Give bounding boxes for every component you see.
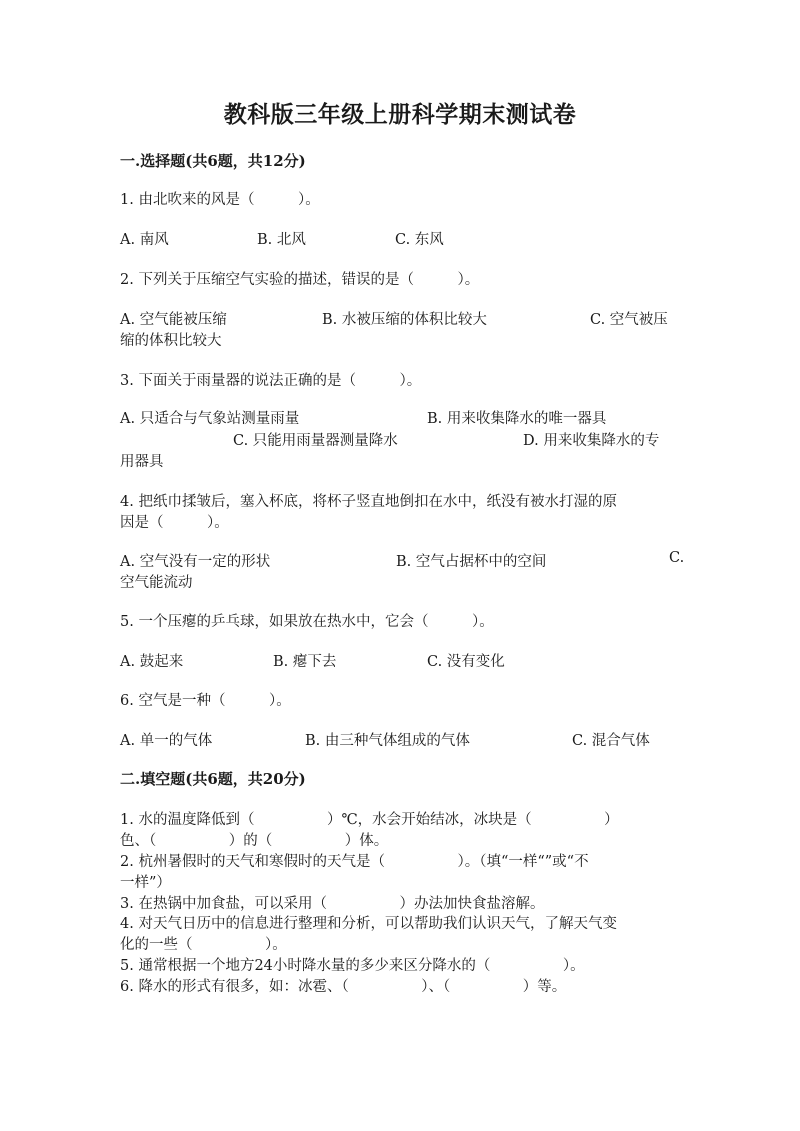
question-4-stem-cont: 因是（ ）。	[120, 515, 229, 531]
question-1-option-b: B. 北风	[257, 232, 306, 248]
question-4-stem: 4. 把纸巾揉皱后，塞入杯底，将杯子竖直地倒扣在水中，纸没有被水打湿的原	[120, 494, 617, 510]
fill-line-3: 2. 杭州暑假时的天气和寒假时的天气是（ ）。（填“一样“”或“不	[120, 854, 589, 870]
question-3-option-d-cont: 用器具	[120, 454, 164, 470]
question-2-option-b: B. 水被压缩的体积比较大	[322, 312, 487, 328]
fill-line-8: 5. 通常根据一个地方24小时降水量的多少来区分降水的（ ）。	[120, 958, 585, 974]
question-2-option-c: C. 空气被压	[590, 312, 668, 328]
question-2-option-a: A. 空气能被压缩	[120, 312, 227, 328]
question-2-option-c-cont: 缩的体积比较大	[120, 333, 222, 349]
question-4-option-b: B. 空气占据杯中的空间	[396, 554, 547, 570]
question-3-option-c: C. 只能用雨量器测量降水	[233, 433, 398, 449]
section-heading-fill: 二.填空题(共6题，共20分)	[120, 770, 306, 788]
fill-line-2: 色、（ ）的（ ）体。	[120, 833, 389, 849]
question-5-stem: 5. 一个压瘪的乒乓球，如果放在热水中，它会（ ）。	[120, 614, 494, 630]
question-1-stem: 1. 由北吹来的风是（ ）。	[120, 192, 320, 208]
question-5-option-c: C. 没有变化	[427, 654, 505, 670]
fill-line-5: 3. 在热锅中加食盐，可以采用（ ）办法加快食盐溶解。	[120, 896, 545, 912]
fill-line-9: 6. 降水的形式有很多，如：冰雹、（ ）、（ ）等。	[120, 979, 567, 995]
fill-line-6: 4. 对天气日历中的信息进行整理和分析，可以帮助我们认识天气，了解天气变	[120, 916, 617, 932]
question-6-option-a: A. 单一的气体	[120, 733, 213, 749]
question-4-option-c: C.	[669, 550, 685, 566]
question-4-option-a: A. 空气没有一定的形状	[120, 554, 271, 570]
section-heading-choice: 一.选择题(共6题，共12分)	[120, 152, 306, 170]
question-3-stem: 3. 下面关于雨量器的说法正确的是（ ）。	[120, 373, 422, 389]
question-3-option-a: A. 只适合与气象站测量雨量	[120, 411, 300, 427]
question-3-option-b: B. 用来收集降水的唯一器具	[427, 411, 607, 427]
question-5-option-a: A. 鼓起来	[120, 654, 184, 670]
question-3-option-d: D. 用来收集降水的专	[523, 433, 660, 449]
fill-line-1: 1. 水的温度降低到（ ）℃，水会开始结冰，冰块是（ ）	[120, 812, 619, 828]
page-title: 教科版三年级上册科学期末测试卷	[223, 101, 577, 128]
question-6-stem: 6. 空气是一种（ ）。	[120, 693, 291, 709]
fill-line-4: 一样”）	[120, 875, 171, 891]
question-4-option-c-cont: 空气能流动	[120, 575, 193, 591]
question-5-option-b: B. 瘪下去	[273, 654, 337, 670]
question-1-option-c: C. 东风	[395, 232, 444, 248]
question-6-option-c: C. 混合气体	[572, 733, 650, 749]
fill-line-7: 化的一些（ ）。	[120, 937, 287, 953]
question-2-stem: 2. 下列关于压缩空气实验的描述，错误的是（ ）。	[120, 272, 480, 288]
question-1-option-a: A. 南风	[120, 232, 169, 248]
question-6-option-b: B. 由三种气体组成的气体	[305, 733, 470, 749]
